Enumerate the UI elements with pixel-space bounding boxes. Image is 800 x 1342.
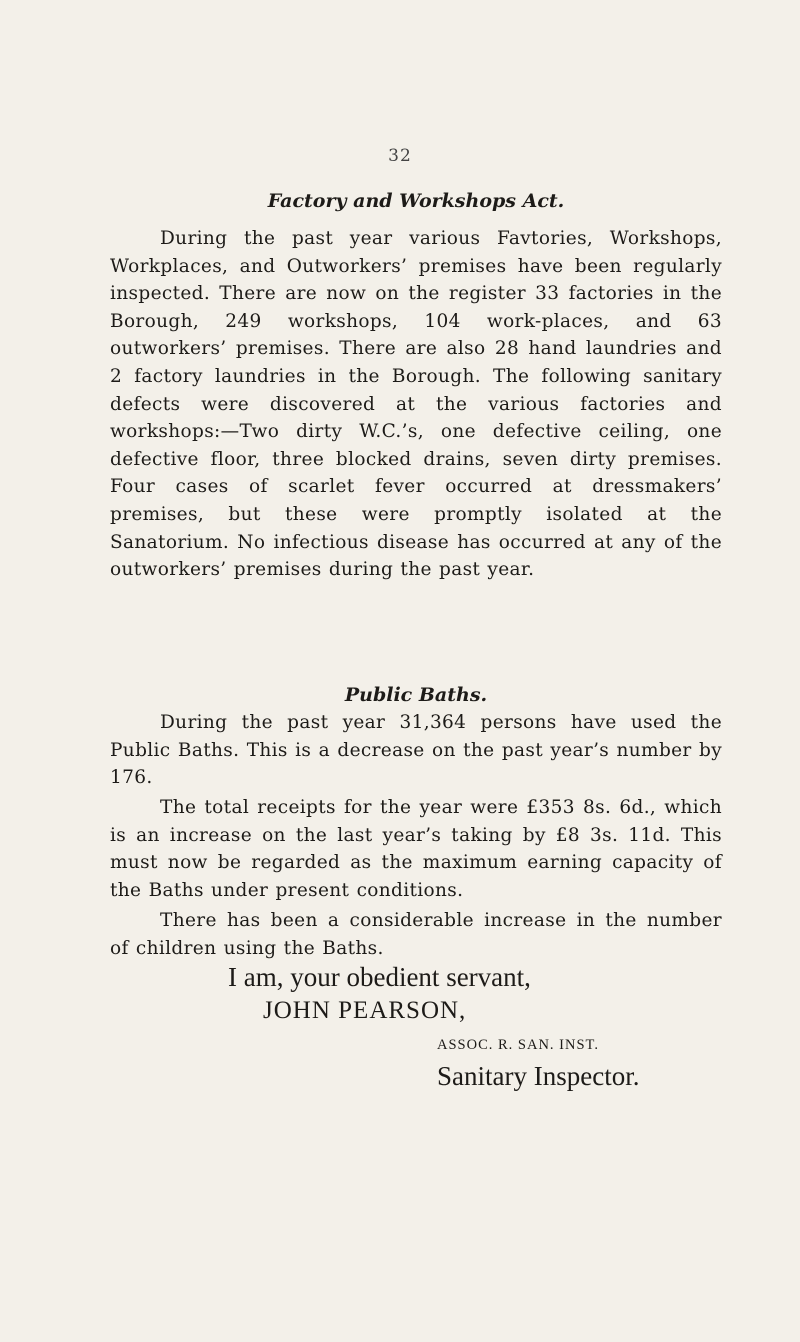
- signatory-title: Sanitary Inspector.: [437, 1061, 640, 1091]
- paragraph-baths-receipts: The total receipts for the year were £353 8s. 6d., which is an increase on the last year’s taking by £8 3s. 11d. This must now be regarded as the maximum earning capacity of the Baths under present conditions.: [110, 797, 722, 901]
- section-heading-factory-act: Factory and Workshops Act.: [267, 190, 565, 212]
- section-heading-public-baths: Public Baths.: [344, 684, 488, 706]
- closing-line: I am, your obedient servant,: [228, 962, 531, 992]
- paragraph-baths-attendance: During the past year 31,364 persons have used the Public Baths. This is a decrease on the past year’s number by 176.: [110, 712, 722, 789]
- paragraph-baths-children: There has been a considerable increase in the number of children using the Baths.: [110, 910, 722, 959]
- signatory-name: JOHN PEARSON,: [263, 997, 467, 1024]
- page-number: 32: [388, 146, 412, 166]
- paragraph-factory-inspections: During the past year various Favtories, Workshops, Workplaces, and Outworkers’ premises have been regularly inspected. There are now on the register 33 factories in the Borough, 249 workshops, 104 work-places, and 63 outworkers’ premises. There are also 28 hand laundries and 2 factory laundries in the Borough. The following sanitary defects were discovered at the various factories and workshops:—Two dirty W.C.’s, one defective ceiling, one defective floor, three blocked drains, seven dirty premises. Four cases of scarlet fever occurred at dressmakers’ premises, but these were promptly isolated at the Sanatorium. No infectious disease has occurred at any of the outworkers’ premises during the past year.: [110, 228, 722, 581]
- signatory-qualification: ASSOC. R. SAN. INST.: [437, 1037, 599, 1053]
